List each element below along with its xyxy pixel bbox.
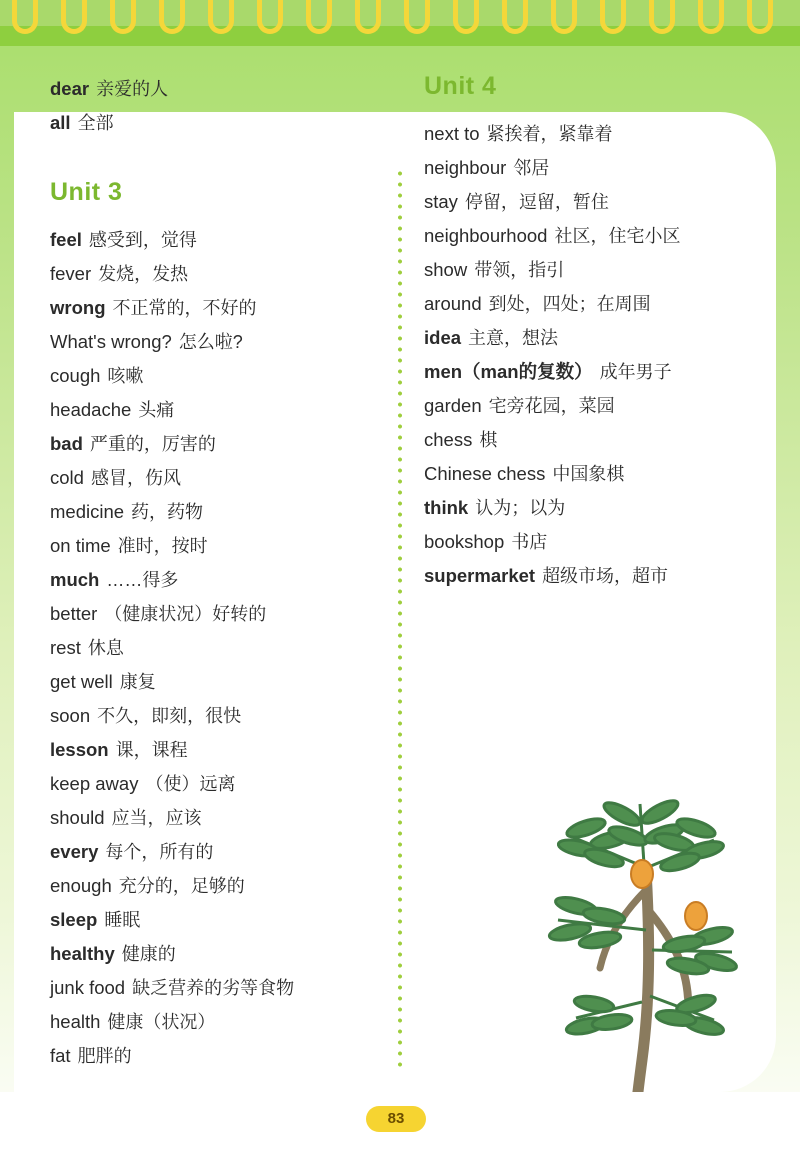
- vocab-meaning: 成年男子: [599, 362, 672, 382]
- vocab-meaning: 感冒，伤风: [90, 468, 181, 488]
- mango-fruit: [685, 902, 707, 930]
- vocab-word: feel: [50, 229, 82, 250]
- vocab-word: cold: [50, 467, 84, 488]
- binding-tooth: [110, 0, 136, 34]
- vocab-word: think: [424, 497, 469, 518]
- vocab-entry: [424, 559, 732, 593]
- unit-title-right: Unit 4: [424, 72, 497, 100]
- wordlist-unit3: [50, 223, 380, 1073]
- vocab-word: garden: [424, 395, 482, 416]
- vocab-entry: [50, 495, 380, 529]
- vocab-word: around: [424, 293, 482, 314]
- vocab-meaning: 睡眠: [104, 910, 141, 930]
- vocab-entry: [424, 253, 732, 287]
- vocab-word: on time: [50, 535, 111, 556]
- vocab-word: cough: [50, 365, 101, 386]
- vocab-meaning: 认为；以为: [475, 498, 566, 518]
- vocab-entry: [424, 355, 732, 389]
- vocab-entry: [424, 151, 732, 185]
- wordlist-left-top: [50, 72, 380, 140]
- vocab-entry: [424, 185, 732, 219]
- vocab-word: every: [50, 841, 99, 862]
- vocab-word: rest: [50, 637, 81, 658]
- vocab-meaning: 不正常的，不好的: [112, 298, 257, 318]
- vocab-entry: [50, 665, 380, 699]
- binding-tooth: [355, 0, 381, 34]
- vocab-meaning: 发烧，发热: [98, 264, 189, 284]
- vocab-entry: [50, 699, 380, 733]
- vocab-entry: [50, 869, 380, 903]
- vocab-entry: [424, 117, 732, 151]
- vocab-word: neighbourhood: [424, 225, 548, 246]
- vocab-meaning: 缺乏营养的劣等食物: [132, 978, 295, 998]
- vocab-word: enough: [50, 875, 112, 896]
- vocab-word: show: [424, 259, 468, 280]
- vocab-meaning: 中国象棋: [552, 464, 625, 484]
- vocab-entry: [50, 597, 380, 631]
- vocab-word: neighbour: [424, 157, 507, 178]
- vocab-word: healthy: [50, 943, 115, 964]
- vocab-word: much: [50, 569, 100, 590]
- vocab-word: chess: [424, 429, 473, 450]
- vocab-meaning: 休息: [87, 638, 124, 658]
- vocab-word: medicine: [50, 501, 125, 522]
- page-number-badge: [366, 1106, 426, 1132]
- vocab-word: all: [50, 112, 71, 133]
- vocab-word: supermarket: [424, 565, 536, 586]
- vocab-meaning: 主意，想法: [468, 328, 559, 348]
- vocab-meaning: 超级市场，超市: [542, 566, 669, 586]
- vocab-word: stay: [424, 191, 458, 212]
- binding-tooth: [257, 0, 283, 34]
- vocab-word: What's wrong?: [50, 331, 172, 352]
- vocab-entry: [424, 389, 732, 423]
- vocab-word: lesson: [50, 739, 109, 760]
- binding-tooth: [747, 0, 773, 34]
- vocab-meaning: 准时，按时: [117, 536, 208, 556]
- vocab-entry: [424, 457, 732, 491]
- vocab-meaning: 棋: [479, 430, 498, 450]
- vocab-meaning: 怎么啦?: [178, 332, 243, 352]
- vocab-meaning: 紧挨着，紧靠着: [486, 124, 613, 144]
- vocab-meaning: 带领，指引: [474, 260, 565, 280]
- binding-tooth: [698, 0, 724, 34]
- vocab-meaning: （健康状况）好转的: [104, 604, 267, 624]
- vocab-entry: [50, 529, 380, 563]
- vocab-entry: [50, 971, 380, 1005]
- vocab-meaning: （使）远离: [145, 774, 236, 794]
- vocab-entry: [50, 461, 380, 495]
- left-column: [50, 72, 380, 1073]
- vocab-entry: [424, 525, 732, 559]
- vocab-entry: [50, 631, 380, 665]
- vocab-word: bad: [50, 433, 83, 454]
- vocab-entry: [424, 219, 732, 253]
- binding-tooth: [404, 0, 430, 34]
- vocab-entry: [50, 427, 380, 461]
- binding-tooth: [502, 0, 528, 34]
- vocab-meaning: 充分的，足够的: [118, 876, 245, 896]
- binding-tooth: [61, 0, 87, 34]
- vocab-word: dear: [50, 78, 90, 99]
- vocab-word: wrong: [50, 297, 106, 318]
- vocab-entry: [50, 257, 380, 291]
- vocab-entry: [50, 835, 380, 869]
- vocab-meaning: ……得多: [106, 570, 179, 590]
- vocab-entry: [424, 287, 732, 321]
- vocab-word: junk food: [50, 977, 126, 998]
- binding-tooth: [453, 0, 479, 34]
- vocab-entry: [50, 223, 380, 257]
- vocab-word: should: [50, 807, 105, 828]
- binding-tooth: [12, 0, 38, 34]
- vocab-word: men（man的复数）: [424, 361, 593, 382]
- vocab-word: next to: [424, 123, 480, 144]
- vocab-entry: [50, 937, 380, 971]
- vocab-meaning: 咳嗽: [107, 366, 144, 386]
- spiral-binding-teeth: [0, 0, 800, 46]
- vocab-entry: [50, 1039, 380, 1073]
- vocab-entry: [50, 72, 380, 106]
- vocab-meaning: 到处，四处；在周围: [488, 294, 651, 314]
- vocab-meaning: 停留，逗留，暂住: [464, 192, 609, 212]
- vocab-meaning: 药，药物: [131, 502, 204, 522]
- vocab-entry: [50, 563, 380, 597]
- binding-tooth: [600, 0, 626, 34]
- vocab-word: headache: [50, 399, 132, 420]
- vocab-meaning: 全部: [77, 113, 114, 133]
- vocab-entry: [50, 903, 380, 937]
- vocab-meaning: 邻居: [513, 158, 550, 178]
- vocab-meaning: 每个，所有的: [105, 842, 214, 862]
- mango-fruit: [631, 860, 653, 888]
- binding-tooth: [551, 0, 577, 34]
- vocab-meaning: 宅旁花园，菜园: [488, 396, 615, 416]
- bottom-white-strip: [0, 1092, 800, 1172]
- vocab-word: soon: [50, 705, 91, 726]
- vocab-meaning: 亲爱的人: [96, 79, 169, 99]
- vocab-entry: [424, 491, 732, 525]
- vocab-word: Chinese chess: [424, 463, 546, 484]
- vocab-entry: [50, 106, 380, 140]
- vocab-meaning: 感受到，觉得: [88, 230, 197, 250]
- vocab-word: fat: [50, 1045, 71, 1066]
- vocab-meaning: 不久，即刻，很快: [97, 706, 242, 726]
- vocab-entry: [50, 325, 380, 359]
- binding-tooth: [159, 0, 185, 34]
- vocab-entry: [424, 321, 732, 355]
- page-number: 83: [387, 1110, 405, 1127]
- vocab-word: better: [50, 603, 98, 624]
- vocab-meaning: 社区，住宅小区: [554, 226, 681, 246]
- vocab-meaning: 肥胖的: [77, 1046, 132, 1066]
- vocab-meaning: 健康（状况）: [107, 1012, 216, 1032]
- vocab-meaning: 书店: [511, 532, 548, 552]
- vocab-word: bookshop: [424, 531, 505, 552]
- vocab-entry: [50, 801, 380, 835]
- unit-title-left: Unit 3: [50, 178, 123, 206]
- vocab-word: fever: [50, 263, 92, 284]
- vocab-meaning: 严重的，厉害的: [89, 434, 216, 454]
- vocab-word: health: [50, 1011, 101, 1032]
- vocab-word: sleep: [50, 909, 98, 930]
- vocab-entry: [50, 767, 380, 801]
- wordlist-unit4: [424, 117, 732, 593]
- vocab-entry: [50, 733, 380, 767]
- binding-tooth: [208, 0, 234, 34]
- vocab-word: get well: [50, 671, 113, 692]
- vocab-word: keep away: [50, 773, 139, 794]
- vocab-meaning: 课，课程: [115, 740, 188, 760]
- vocab-entry: [50, 1005, 380, 1039]
- vocab-entry: [50, 359, 380, 393]
- vocab-entry: [50, 291, 380, 325]
- vocab-meaning: 应当，应该: [111, 808, 202, 828]
- vocab-word: idea: [424, 327, 462, 348]
- vocab-entry: [424, 423, 732, 457]
- binding-tooth: [306, 0, 332, 34]
- vocab-meaning: 健康的: [121, 944, 176, 964]
- binding-tooth: [649, 0, 675, 34]
- vocab-meaning: 头痛: [138, 400, 175, 420]
- vocab-entry: [50, 393, 380, 427]
- right-column: [402, 72, 732, 593]
- vocab-meaning: 康复: [119, 672, 156, 692]
